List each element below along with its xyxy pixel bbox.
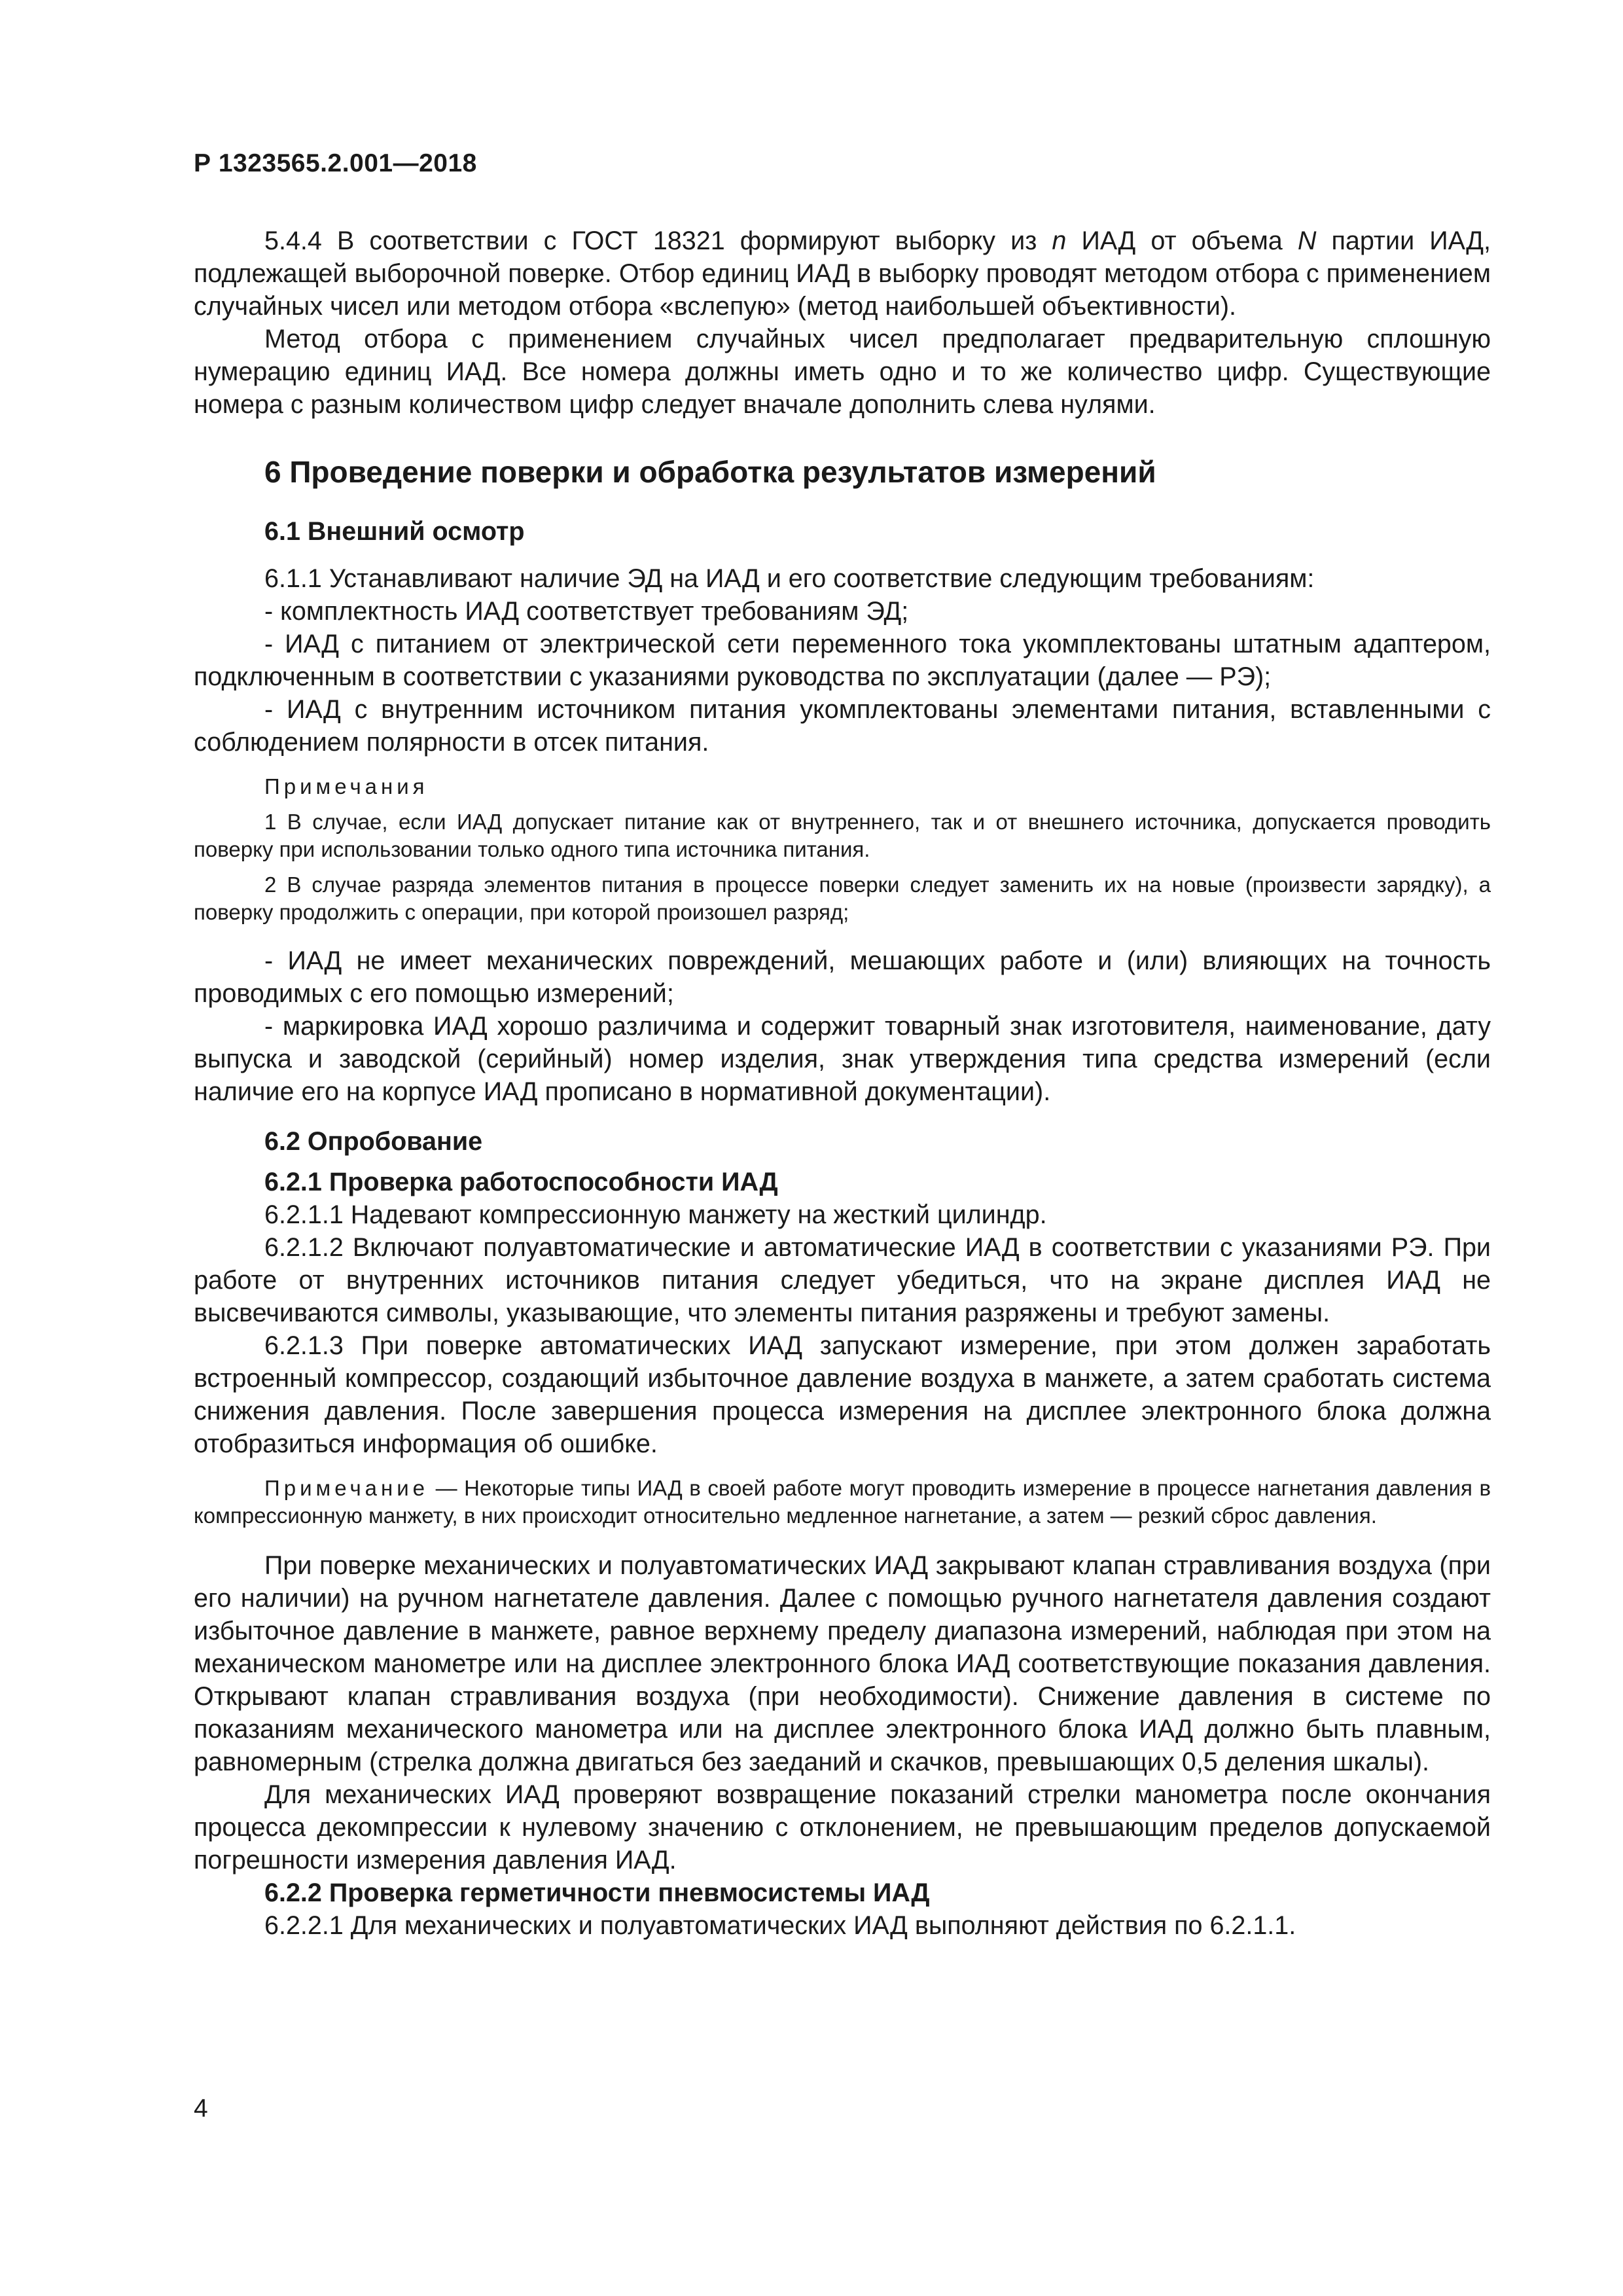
note-single: Примечание — Некоторые типы ИАД в своей работе могут проводить измерение в процессе нагнетания давления в компрессионную манжету, в них происходит относительно медленное нагнетание, а затем — резкий сброс давления.	[194, 1476, 1491, 1528]
list-item-no-damage: - ИАД не имеет механических повреждений, мешающих работе и (или) влияющих на точность проводимых с его помощью измерений;	[194, 946, 1491, 1008]
page-number: 4	[194, 2094, 208, 2123]
list-item-marking: - маркировка ИАД хорошо различима и содержит товарный знак изготовителя, наименование, дату выпуска и заводской (серийный) номер изделия, знак утверждения типа средства измерений (если наличие его на корпусе ИАД прописано в нормативной документации).	[194, 1012, 1491, 1106]
paragraph-mechanical-return: Для механических ИАД проверяют возвращение показаний стрелки манометра после окончания процесса декомпрессии к нулевому значению с отклонением, не превышающим пределов допускаемой погрешности измерения давления ИАД.	[194, 1780, 1491, 1874]
list-item-completeness: - комплектность ИАД соответствует требованиям ЭД;	[264, 597, 909, 626]
note-2: 2 В случае разряда элементов питания в процессе поверки следует заменить их на новые (произвести зарядку), а поверку продолжить с операции, при которой произошел разряд;	[194, 872, 1491, 924]
notes-heading: Примечания	[264, 774, 429, 798]
paragraph-6-2-2-1: 6.2.2.1 Для механических и полуавтоматических ИАД выполняют действия по 6.2.1.1.	[264, 1911, 1296, 1940]
section-heading-6-2-2: 6.2.2 Проверка герметичности пневмосистемы ИАД	[264, 1878, 930, 1907]
list-item-adapter: - ИАД с питанием от электрической сети переменного тока укомплектованы штатным адаптером, подключенным в соответствии с указаниями руководства по эксплуатации (далее — РЭ);	[194, 630, 1491, 691]
page-content	[194, 224, 1491, 1942]
paragraph-6-2-1-1: 6.2.1.1 Надевают компрессионную манжету на жесткий цилиндр.	[264, 1200, 1047, 1229]
paragraph-6-2-1-3: 6.2.1.3 При поверке автоматических ИАД запускают измерение, при этом должен заработать встроенный компрессор, создающий избыточное давление воздуха в манжете, а затем сработать система снижения давления. После завершения процесса измерения на дисплее электронного блока должна отобразиться информация об ошибке.	[194, 1331, 1491, 1458]
section-heading-6-2-1: 6.2.1 Проверка работоспособности ИАД	[264, 1168, 778, 1196]
paragraph-mechanical-check: При поверке механических и полуавтоматических ИАД закрывают клапан стравливания воздуха (при его наличии) на ручном нагнетателе давления. Далее с помощью ручного нагнетателя давления создают избыточное давление в манжете, равное верхнему пределу диапазона измерений, наблюдая при этом на механическом манометре или на дисплее электронного блока ИАД соответствующие показания давления. Открывают клапан стравливания воздуха (при необходимости). Снижение давления в системе по показаниям механического манометра или на дисплее электронного блока ИАД должно быть плавным, равномерным (стрелка должна двигаться без заеданий и скачков, превышающих 0,5 деления шкалы).	[194, 1551, 1491, 1776]
section-heading-6-2: 6.2 Опробование	[264, 1127, 483, 1156]
section-heading-6-1: 6.1 Внешний осмотр	[264, 517, 525, 546]
paragraph-5-4-4: 5.4.4 В соответствии с ГОСТ 18321 формируют выборку из n ИАД от объема N партии ИАД, подлежащей выборочной поверке. Отбор единиц ИАД в выборку проводят методом отбора с применением случайных чисел или методом отбора «вслепую» (метод наибольшей объективности).	[194, 226, 1491, 321]
document-id: Р 1323565.2.001—2018	[194, 149, 477, 177]
paragraph-6-1-1: 6.1.1 Устанавливают наличие ЭД на ИАД и его соответствие следующим требованиям:	[264, 564, 1315, 593]
section-heading-6: 6 Проведение поверки и обработка результатов измерений	[264, 455, 1156, 489]
list-item-internal-power: - ИАД с внутренним источником питания укомплектованы элементами питания, вставленными с соблюдением полярности в отсек питания.	[194, 695, 1491, 757]
paragraph-6-2-1-2: 6.2.1.2 Включают полуавтоматические и автоматические ИАД в соответствии с указаниями РЭ. При работе от внутренних источников питания следует убедиться, что на экране дисплея ИАД не высвечиваются символы, указывающие, что элементы питания разряжены и требуют замены.	[194, 1233, 1491, 1327]
note-1: 1 В случае, если ИАД допускает питание как от внутреннего, так и от внешнего источника, допускается проводить поверку при использовании только одного типа источника питания.	[194, 810, 1491, 861]
paragraph-random-method: Метод отбора с применением случайных чисел предполагает предварительную сплошную нумерацию единиц ИАД. Все номера должны иметь одно и то же количество цифр. Существующие номера с разным количеством цифр следует вначале дополнить слева нулями.	[194, 325, 1491, 419]
